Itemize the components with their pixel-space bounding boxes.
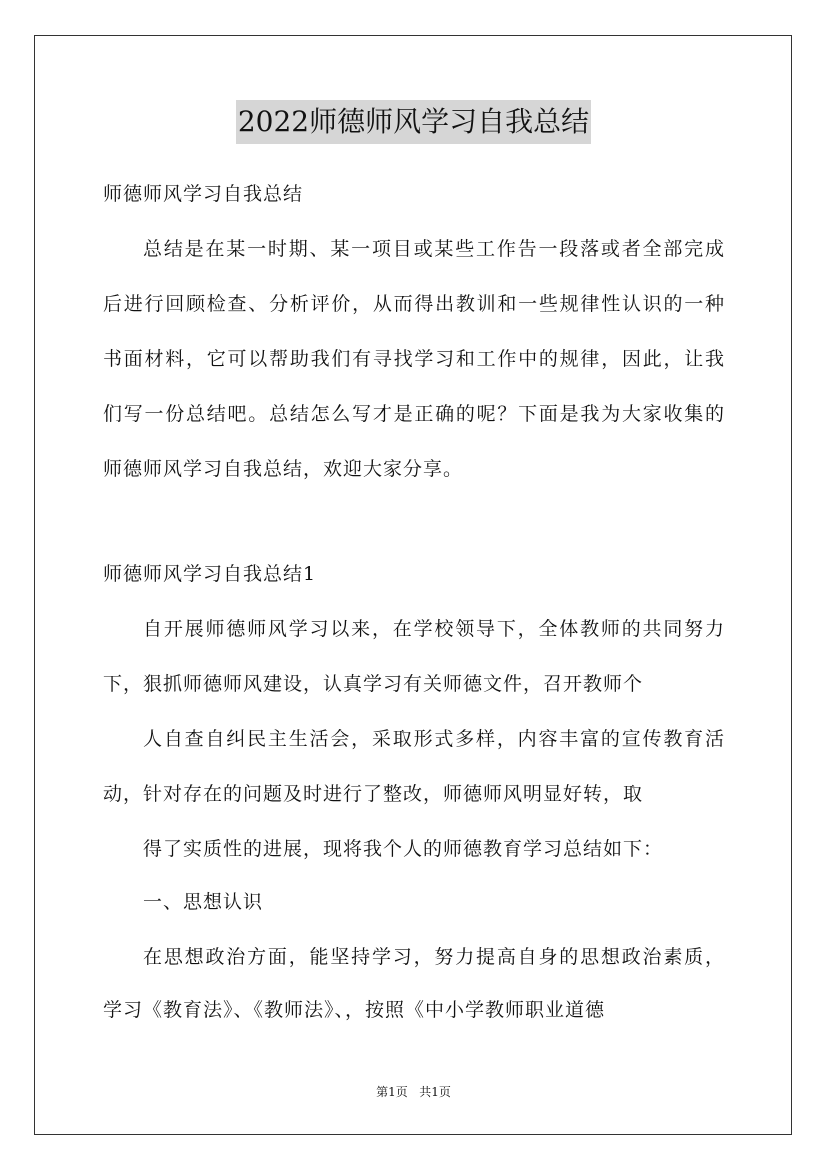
- page-number: 第1页: [376, 1085, 408, 1099]
- page-total: 共1页: [419, 1085, 451, 1099]
- paragraph-line: 学习《教育法》、《教师法》、，按照《中小学教师职业道德: [103, 999, 606, 1021]
- paragraph-line: 下，狠抓师德师风建设，认真学习有关师德文件，召开教师个: [103, 673, 644, 695]
- paragraph-line: 动，针对存在的问题及时进行了整改，师德师风明显好转，取: [103, 783, 644, 805]
- paragraph-line: 人自查自纠民主生活会，采取形式多样，内容丰富的宣传教育活: [143, 728, 725, 750]
- page-footer: [0, 1084, 827, 1100]
- paragraph-line: 们写一份总结吧。总结怎么写才是正确的呢？下面是我为大家收集的: [103, 403, 725, 425]
- paragraph-line: 得了实质性的进展，现将我个人的师德教育学习总结如下：: [143, 838, 664, 860]
- paragraph-line: 书面材料，它可以帮助我们有寻找学习和工作中的规律，因此，让我: [103, 348, 725, 370]
- section-heading: 师德师风学习自我总结1: [103, 563, 317, 585]
- paragraph-line: 后进行回顾检查、分析评价，从而得出教训和一些规律性认识的一种: [103, 293, 725, 315]
- paragraph-line: 自开展师德师风学习以来，在学校领导下，全体教师的共同努力: [143, 618, 725, 640]
- title-container: [0, 100, 827, 144]
- paragraph-line: 在思想政治方面，能坚持学习，努力提高自身的思想政治素质，: [143, 946, 725, 968]
- section-heading: 师德师风学习自我总结: [103, 183, 304, 205]
- paragraph-line: 师德师风学习自我总结，欢迎大家分享。: [103, 458, 464, 480]
- subsection-heading: 一、思想认识: [143, 891, 264, 913]
- paragraph-line: 总结是在某一时期、某一项目或某些工作告一段落或者全部完成: [143, 238, 725, 260]
- document-title: 2022师德师风学习自我总结: [236, 100, 591, 144]
